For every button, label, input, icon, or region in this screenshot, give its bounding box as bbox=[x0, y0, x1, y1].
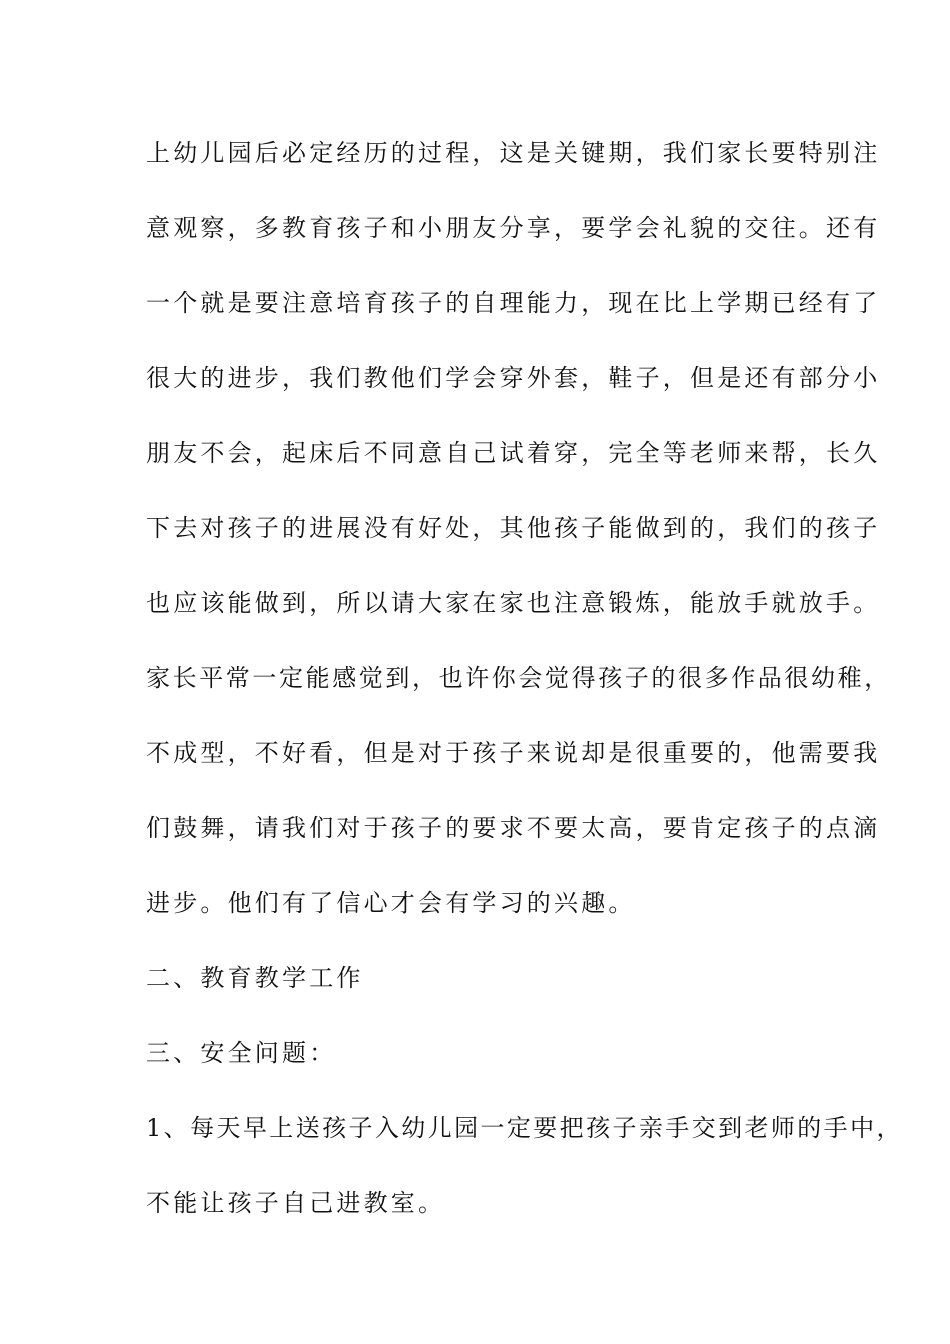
text-line: 们鼓舞，请我们对于孩子的要求不要太高，要肯定孩子的点滴 bbox=[146, 814, 881, 842]
text-line: 下去对孩子的进展没有好处，其他孩子能做到的，我们的孩子 bbox=[146, 514, 881, 542]
text-line: 意观察，多教育孩子和小朋友分享，要学会礼貌的交往。还有 bbox=[146, 214, 881, 242]
text-line: 不能让孩子自己进教室。 bbox=[146, 1189, 446, 1217]
text-line: 1、每天早上送孩子入幼儿园一定要把孩子亲手交到老师的手中， bbox=[146, 1114, 903, 1142]
text-line: 上幼儿园后必定经历的过程，这是关键期，我们家长要特别注 bbox=[146, 139, 881, 167]
body-text bbox=[146, 128, 903, 1253]
text-line: 也应该能做到，所以请大家在家也注意锻炼，能放手就放手。 bbox=[146, 589, 881, 617]
text-line: 进步。他们有了信心才会有学习的兴趣。 bbox=[146, 889, 636, 917]
section-heading: 二、教育教学工作 bbox=[146, 964, 364, 992]
section-heading: 三、安全问题： bbox=[146, 1039, 337, 1067]
text-line: 一个就是要注意培育孩子的自理能力，现在比上学期已经有了 bbox=[146, 289, 881, 317]
text-line: 很大的进步，我们教他们学会穿外套，鞋子，但是还有部分小 bbox=[146, 364, 881, 392]
text-line: 不成型，不好看，但是对于孩子来说却是很重要的，他需要我 bbox=[146, 739, 881, 767]
text-line: 家长平常一定能感觉到，也许你会觉得孩子的很多作品很幼稚， bbox=[146, 664, 891, 692]
text-line: 朋友不会，起床后不同意自己试着穿，完全等老师来帮，长久 bbox=[146, 439, 881, 467]
